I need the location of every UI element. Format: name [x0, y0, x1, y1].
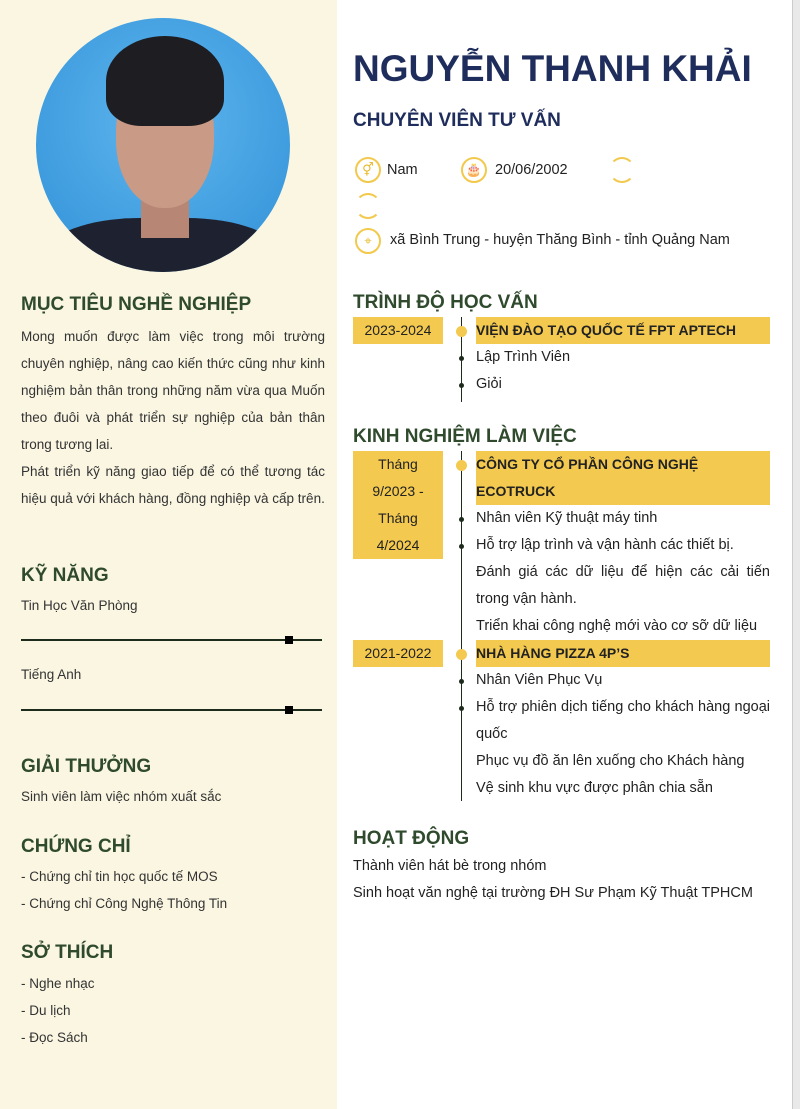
bullet-dot: [459, 544, 464, 549]
award-item: Sinh viên làm việc nhóm xuất sắc: [21, 789, 222, 804]
job-item: Nhân viên Kỹ thuật máy tinh: [476, 510, 658, 526]
job-date: 2021-2022: [353, 640, 443, 667]
gender-icon: ⚥: [355, 157, 381, 183]
skill-level-marker: [285, 636, 293, 644]
objective-text-2: Phát triển kỹ năng giao tiếp để có thể tương tác hiệu quả với khách hàng, đồng nghiệp và cấp trên.: [21, 464, 325, 506]
profile-photo: [36, 18, 290, 272]
full-name: NGUYỄN THANH KHẢI: [353, 48, 752, 89]
activity-item: Thành viên hát bè trong nhóm: [353, 858, 547, 874]
map-pin-icon: ⌖: [355, 228, 381, 254]
job-title: CHUYÊN VIÊN TƯ VẤN: [353, 110, 561, 131]
company-name: CÔNG TY CỔ PHẦN CÔNG NGHỆ ECOTRUCK: [476, 451, 770, 505]
bullet-dot: [459, 706, 464, 711]
job-item: Hỗ trợ phiên dịch tiếng cho khách hàng ngoại quốc: [476, 699, 770, 742]
birthday: 20/06/2002: [495, 162, 568, 178]
activities-heading: HOẠT ĐỘNG: [353, 828, 470, 849]
hobbies-heading: SỞ THÍCH: [21, 942, 114, 963]
job-item: Đánh giá các dữ liệu để hiện các cải tiến trong vận hành.: [476, 564, 770, 607]
email-icon: [355, 193, 381, 219]
timeline-line: [461, 451, 462, 801]
activity-item: Sinh hoạt văn nghệ tại trường ĐH Sư Phạm Kỹ Thuật TPHCM: [353, 885, 753, 901]
skill-name: Tin Học Văn Phòng: [21, 598, 138, 613]
timeline-dot: [456, 326, 467, 337]
company-name: NHÀ HÀNG PIZZA 4P’S: [476, 640, 770, 667]
sidebar: [0, 0, 337, 1109]
job-item: Phục vụ đồ ăn lên xuống cho Khách hàng: [476, 753, 745, 769]
skill-bar: [21, 709, 322, 711]
address: xã Bình Trung - huyện Thăng Bình - tỉnh Quảng Nam: [390, 232, 730, 248]
job-item: Vệ sinh khu vực được phân chia sẵn: [476, 780, 713, 796]
cert-item: - Chứng chỉ Công Nghệ Thông Tin: [21, 896, 228, 911]
cert-item: - Chứng chỉ tin học quốc tế MOS: [21, 869, 218, 884]
phone-icon: [609, 157, 635, 183]
education-date: 2023-2024: [353, 317, 443, 344]
objective-text: Mong muốn được làm việc trong môi trường chuyên nghiệp, nâng cao kiến thức cũng như kinh nghiệm bản thân trong những năm vừa qua Muốn theo đuôi và phát triển sự nghiệp của bản thân trong tương lai.: [21, 329, 325, 452]
education-item: Giỏi: [476, 376, 502, 392]
timeline-dot: [456, 460, 467, 471]
skill-name: Tiếng Anh: [21, 667, 82, 682]
hobby-item: - Nghe nhạc: [21, 976, 95, 991]
bullet-dot: [459, 679, 464, 684]
certs-heading: CHỨNG CHỈ: [21, 836, 131, 857]
experience-heading: KINH NGHIỆM LÀM VIỆC: [353, 426, 577, 447]
education-item: Lập Trình Viên: [476, 349, 571, 365]
skill-level-marker: [285, 706, 293, 714]
job-item: Nhân Viên Phục Vụ: [476, 672, 603, 688]
timeline-dot: [456, 649, 467, 660]
hobby-item: - Đọc Sách: [21, 1030, 88, 1045]
awards-heading: GIẢI THƯỞNG: [21, 756, 152, 777]
objective-heading: MỤC TIÊU NGHỀ NGHIỆP: [21, 294, 252, 315]
skill-bar: [21, 639, 322, 641]
school-name: VIỆN ĐÀO TẠO QUỐC TẾ FPT APTECH: [476, 317, 770, 344]
gender: Nam: [387, 162, 418, 178]
birthday-cake-icon: 🎂: [461, 157, 487, 183]
education-heading: TRÌNH ĐỘ HỌC VẤN: [353, 292, 538, 313]
bullet-dot: [459, 356, 464, 361]
skills-heading: KỸ NĂNG: [21, 565, 109, 586]
hobby-item: - Du lịch: [21, 1003, 71, 1018]
bullet-dot: [459, 517, 464, 522]
job-date: Tháng 9/2023 - Tháng 4/2024: [353, 451, 443, 559]
job-item: Triển khai công nghệ mới vào cơ sỡ dữ liệu: [476, 618, 758, 634]
bullet-dot: [459, 383, 464, 388]
job-item: Hỗ trợ lập trình và vận hành các thiết bị.: [476, 537, 734, 553]
